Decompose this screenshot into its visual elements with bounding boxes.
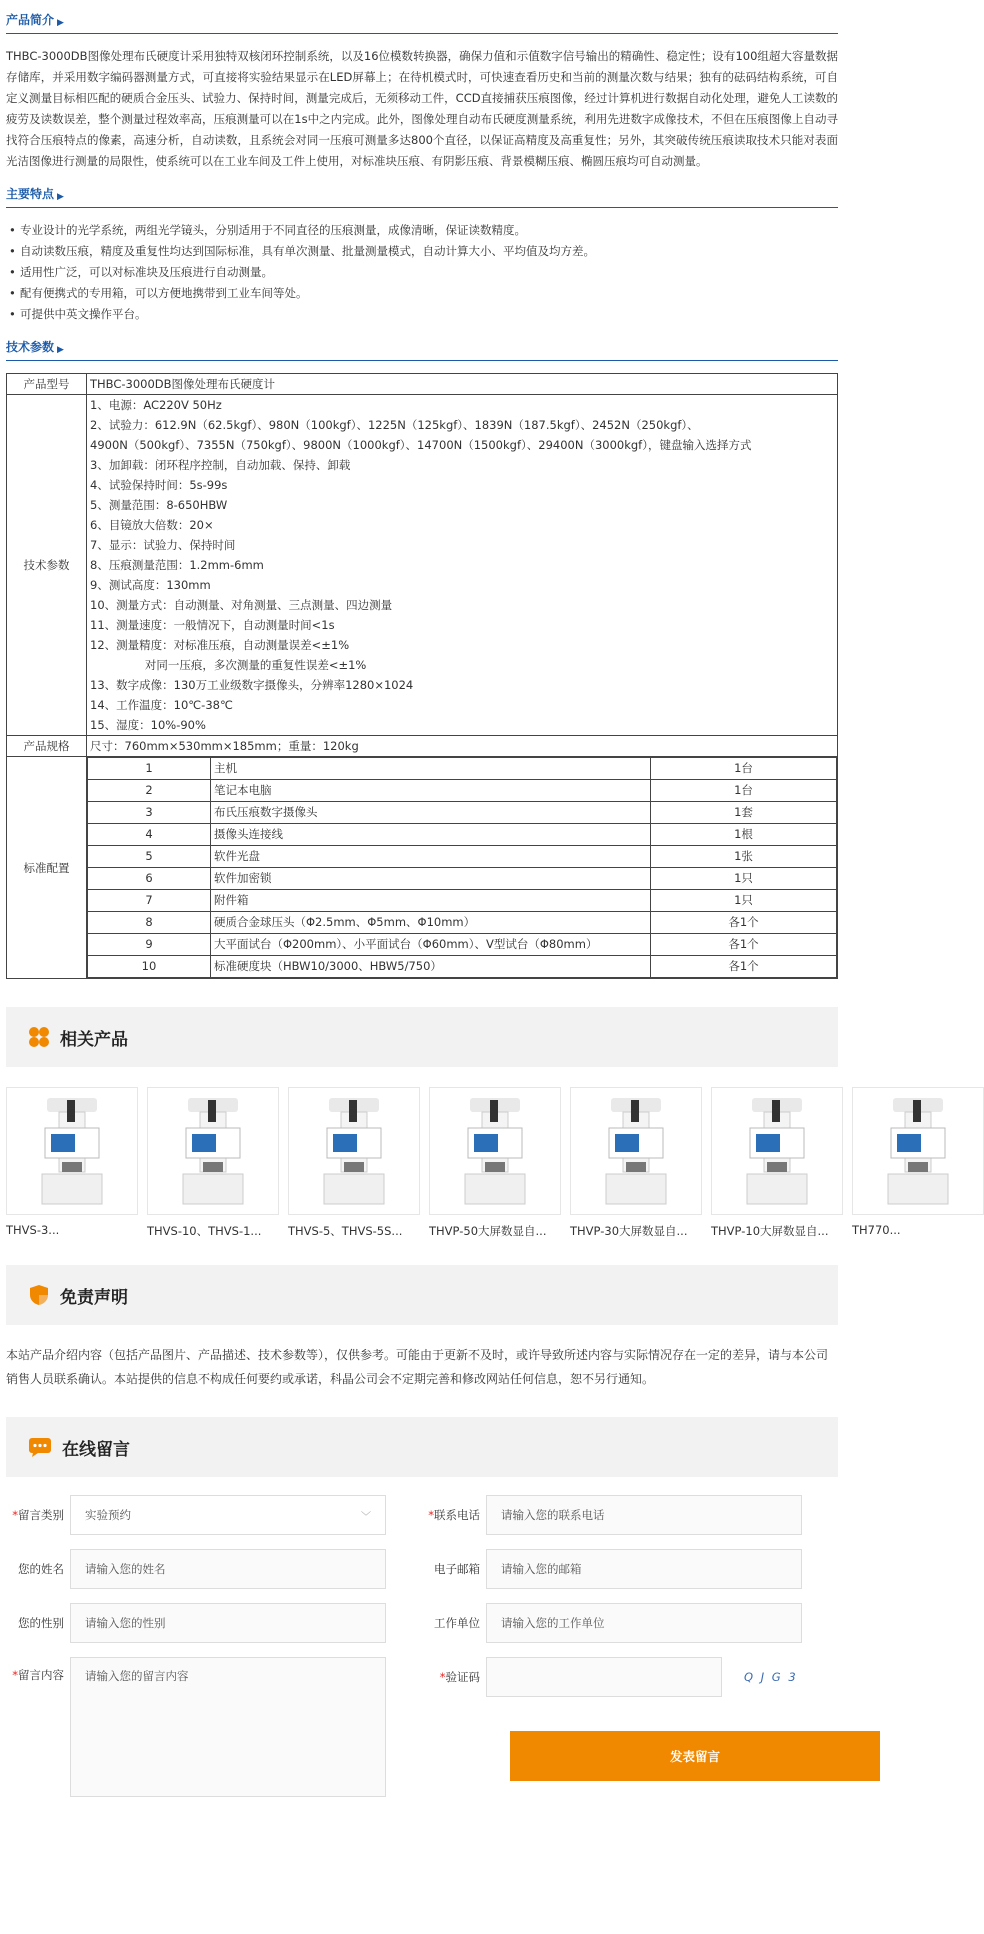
product-image[interactable] (711, 1087, 843, 1215)
product-image[interactable] (852, 1087, 984, 1215)
cfg-no: 5 (88, 846, 211, 868)
table-row (88, 868, 837, 890)
cfg-no: 7 (88, 890, 211, 912)
product-image[interactable] (6, 1087, 138, 1215)
submit-button[interactable]: 发表留言 (510, 1731, 880, 1781)
product-name[interactable]: THVS-3... (6, 1223, 60, 1237)
cfg-item: 布氏压痕数字摄像头 (211, 802, 651, 824)
cfg-item: 大平面试台（Φ200mm）、小平面试台（Φ60mm）、V型试台（Φ80mm） (211, 934, 651, 956)
triangle-icon: ▶ (57, 18, 64, 28)
product-name[interactable]: THVP-30大屏数显自... (570, 1224, 688, 1238)
product-name[interactable]: THVS-5、THVS-5S... (288, 1224, 403, 1238)
product-image[interactable] (147, 1087, 279, 1215)
spec-table (6, 373, 838, 979)
table-row (88, 912, 837, 934)
features-heading: 主要特点 ▶ (6, 180, 838, 208)
cfg-no: 9 (88, 934, 211, 956)
message-type-select[interactable]: 实验预约 ﹀ (70, 1495, 386, 1535)
product-image[interactable] (570, 1087, 702, 1215)
cfg-item: 软件加密锁 (211, 868, 651, 890)
size-value: 尺寸：760mm×530mm×185mm；重量：120kg (87, 736, 838, 757)
cfg-qty: 1台 (651, 780, 837, 802)
cfg-qty: 各1个 (651, 956, 837, 978)
product-card[interactable] (852, 1087, 984, 1239)
cfg-no: 3 (88, 802, 211, 824)
table-row (88, 758, 837, 780)
name-input[interactable]: 请输入您的姓名 (70, 1549, 386, 1589)
model-value: THBC-3000DB图像处理布氏硬度计 (87, 374, 838, 395)
list-item: • 专业设计的光学系统，两组光学镜头，分别适用于不同直径的压痕测量，成像清晰，保证读数精度。 (6, 220, 838, 241)
tech-label: 技术参数 (7, 395, 87, 736)
intro-text: THBC-3000DB图像处理布氏硬度计采用独特双核闭环控制系统，以及16位模数转换器，确保力值和示值数字信号输出的精确性、稳定性；设有100组超大容量数据存储库，并采用数字编码器测量方式，可直接将实验结果显示在LED屏幕上；在待机模式时，可快速查看历史和当前的测量次数与结果；独有的砝码结构系统，可自定义测量目标相匹配的硬质合金压头、试验力、保持时间，测量完成后，无须移动工件，CCD直接捕获压痕图像，经过计算机进行数据自动化处理，避免人工读数的疲劳及读数误差，整个测量过程效率高，压痕测量可以在1s中之内完成。此外，图像处理自动布氏硬度测量系统，利用先进数字成像技术，不但在压痕图像上自动寻找符合压痕特点的像素，高速分析，自动读数，且系统会对同一压痕可测量多达800个直径，以保证高精度及高重复性；另外，其突破传统压痕读取技术只能对表面光洁图像进行测量的局限性，使系统可以在工业车间及工件上使用，对标准块压痕、有阴影压痕、背景模糊压痕、椭圆压痕均可自动测量。 (6, 49, 838, 168)
captcha-input[interactable] (486, 1657, 722, 1697)
disclaimer-heading: 免责声明 (6, 1265, 838, 1325)
list-item: • 适用性广泛，可以对标准块及压痕进行自动测量。 (6, 262, 838, 283)
cfg-no: 8 (88, 912, 211, 934)
cfg-item: 硬质合金球压头（Φ2.5mm、Φ5mm、Φ10mm） (211, 912, 651, 934)
product-card[interactable] (147, 1087, 279, 1239)
table-row (88, 780, 837, 802)
chevron-down-icon: ﹀ (361, 1511, 371, 1523)
cfg-qty: 各1个 (651, 912, 837, 934)
chat-icon (28, 1436, 52, 1458)
product-name[interactable]: THVP-50大屏数显自... (429, 1224, 547, 1238)
triangle-icon: ▶ (57, 345, 64, 355)
table-row (88, 824, 837, 846)
cfg-qty: 1只 (651, 890, 837, 912)
product-name[interactable]: TH770... (852, 1223, 901, 1237)
form-heading: 在线留言 (6, 1417, 838, 1477)
list-item: • 自动读数压痕，精度及重复性均达到国际标准，具有单次测量、批量测量模式，自动计算大小、平均值及均方差。 (6, 241, 838, 262)
product-name[interactable]: THVP-10大屏数显自... (711, 1224, 829, 1238)
gender-input[interactable]: 请输入您的性别 (70, 1603, 386, 1643)
product-card[interactable] (711, 1087, 843, 1239)
message-form: *留言类别 实验预约 ﹀ *联系电话 请输入您的联系电话 您的姓名 请输入您的姓名 电子邮箱 请输入您的邮箱 您的性别 请输入您的性别 工作单位 请输入您的工作单位 *留言内容 请输入您的留言内容 *验证码 Q J G 3 发表留言 (6, 1495, 838, 1797)
table-row (88, 890, 837, 912)
email-input[interactable]: 请输入您的邮箱 (486, 1549, 802, 1589)
cfg-no: 1 (88, 758, 211, 780)
cfg-no: 10 (88, 956, 211, 978)
cfg-qty: 1只 (651, 868, 837, 890)
size-label: 产品规格 (7, 736, 87, 757)
params-heading: 技术参数 ▶ (6, 333, 838, 361)
product-name[interactable]: THVS-10、THVS-1... (147, 1224, 262, 1238)
cfg-item: 标准硬度块（HBW10/3000、HBW5/750） (211, 956, 651, 978)
related-products (6, 1087, 901, 1239)
related-heading: 相关产品 (6, 1007, 838, 1067)
cfg-item: 软件光盘 (211, 846, 651, 868)
cfg-item: 附件箱 (211, 890, 651, 912)
cfg-no: 2 (88, 780, 211, 802)
captcha-image[interactable]: Q J G 3 (744, 1670, 798, 1684)
cfg-label: 标准配置 (7, 757, 87, 979)
list-item: • 可提供中英文操作平台。 (6, 304, 838, 325)
table-row (88, 846, 837, 868)
table-row (88, 934, 837, 956)
cfg-qty: 1台 (651, 758, 837, 780)
message-textarea[interactable]: 请输入您的留言内容 (70, 1657, 386, 1797)
product-image[interactable] (288, 1087, 420, 1215)
disclaimer-text: 本站产品介绍内容（包括产品图片、产品描述、技术参数等），仅供参考。可能由于更新不及时，或许导致所述内容与实际情况存在一定的差异，请与本公司销售人员联系确认。本站提供的信息不构成任何要约或承诺，科晶公司会不定期完善和修改网站任何信息，恕不另行通知。 (6, 1348, 829, 1386)
company-input[interactable]: 请输入您的工作单位 (486, 1603, 802, 1643)
product-card[interactable] (288, 1087, 420, 1239)
features-list (6, 220, 838, 325)
tech-values: 1、电源：AC220V 50Hz 2、试验力：612.9N（62.5kgf）、980N（100kgf）、1225N（125kgf）、1839N（187.5kgf）、2452N（250kgf）、 4900N（500kgf）、7355N（750kgf）、9800N（1000kgf）、14700N（1500kgf）、29400N（3000kgf），键盘输入选择方式 3、加卸载：闭环程序控制，自动加载、保持、卸载 4、试验保持时间：5s-99s 5、测量范围：8-650HBW 6、目镜放大倍数：20× 7、显示：试验力、保持时间 8、压痕测量范围：1.2mm-6mm 9、测试高度：130mm 10、测量方式：自动测量、对角测量、三点测量、四边测量 11、测量速度：一般情况下，自动测量时间<1s 12、测量精度：对标准压痕，自动测量误差<±1% 对同一压痕，多次测量的重复性误差<±1% 13、数字成像：130万工业级数字摄像头，分辨率1280×1024 14、工作温度：10℃-38℃ 15、湿度：10%-90% (87, 395, 838, 736)
cfg-qty: 各1个 (651, 934, 837, 956)
cfg-item: 摄像头连接线 (211, 824, 651, 846)
cfg-qty: 1张 (651, 846, 837, 868)
config-table (87, 757, 837, 978)
cfg-item: 笔记本电脑 (211, 780, 651, 802)
table-row (88, 802, 837, 824)
product-card[interactable] (6, 1087, 138, 1239)
grid-icon (28, 1026, 50, 1048)
cfg-qty: 1根 (651, 824, 837, 846)
product-image[interactable] (429, 1087, 561, 1215)
table-row (88, 956, 837, 978)
list-item: • 配有便携式的专用箱，可以方便地携带到工业车间等处。 (6, 283, 838, 304)
triangle-icon: ▶ (57, 192, 64, 202)
cfg-no: 6 (88, 868, 211, 890)
cfg-qty: 1套 (651, 802, 837, 824)
model-label: 产品型号 (7, 374, 87, 395)
cfg-no: 4 (88, 824, 211, 846)
shield-icon (28, 1284, 50, 1306)
product-card[interactable] (570, 1087, 702, 1239)
product-card[interactable] (429, 1087, 561, 1239)
cfg-item: 主机 (211, 758, 651, 780)
phone-input[interactable]: 请输入您的联系电话 (486, 1495, 802, 1535)
intro-heading: 产品简介 ▶ (6, 6, 838, 34)
